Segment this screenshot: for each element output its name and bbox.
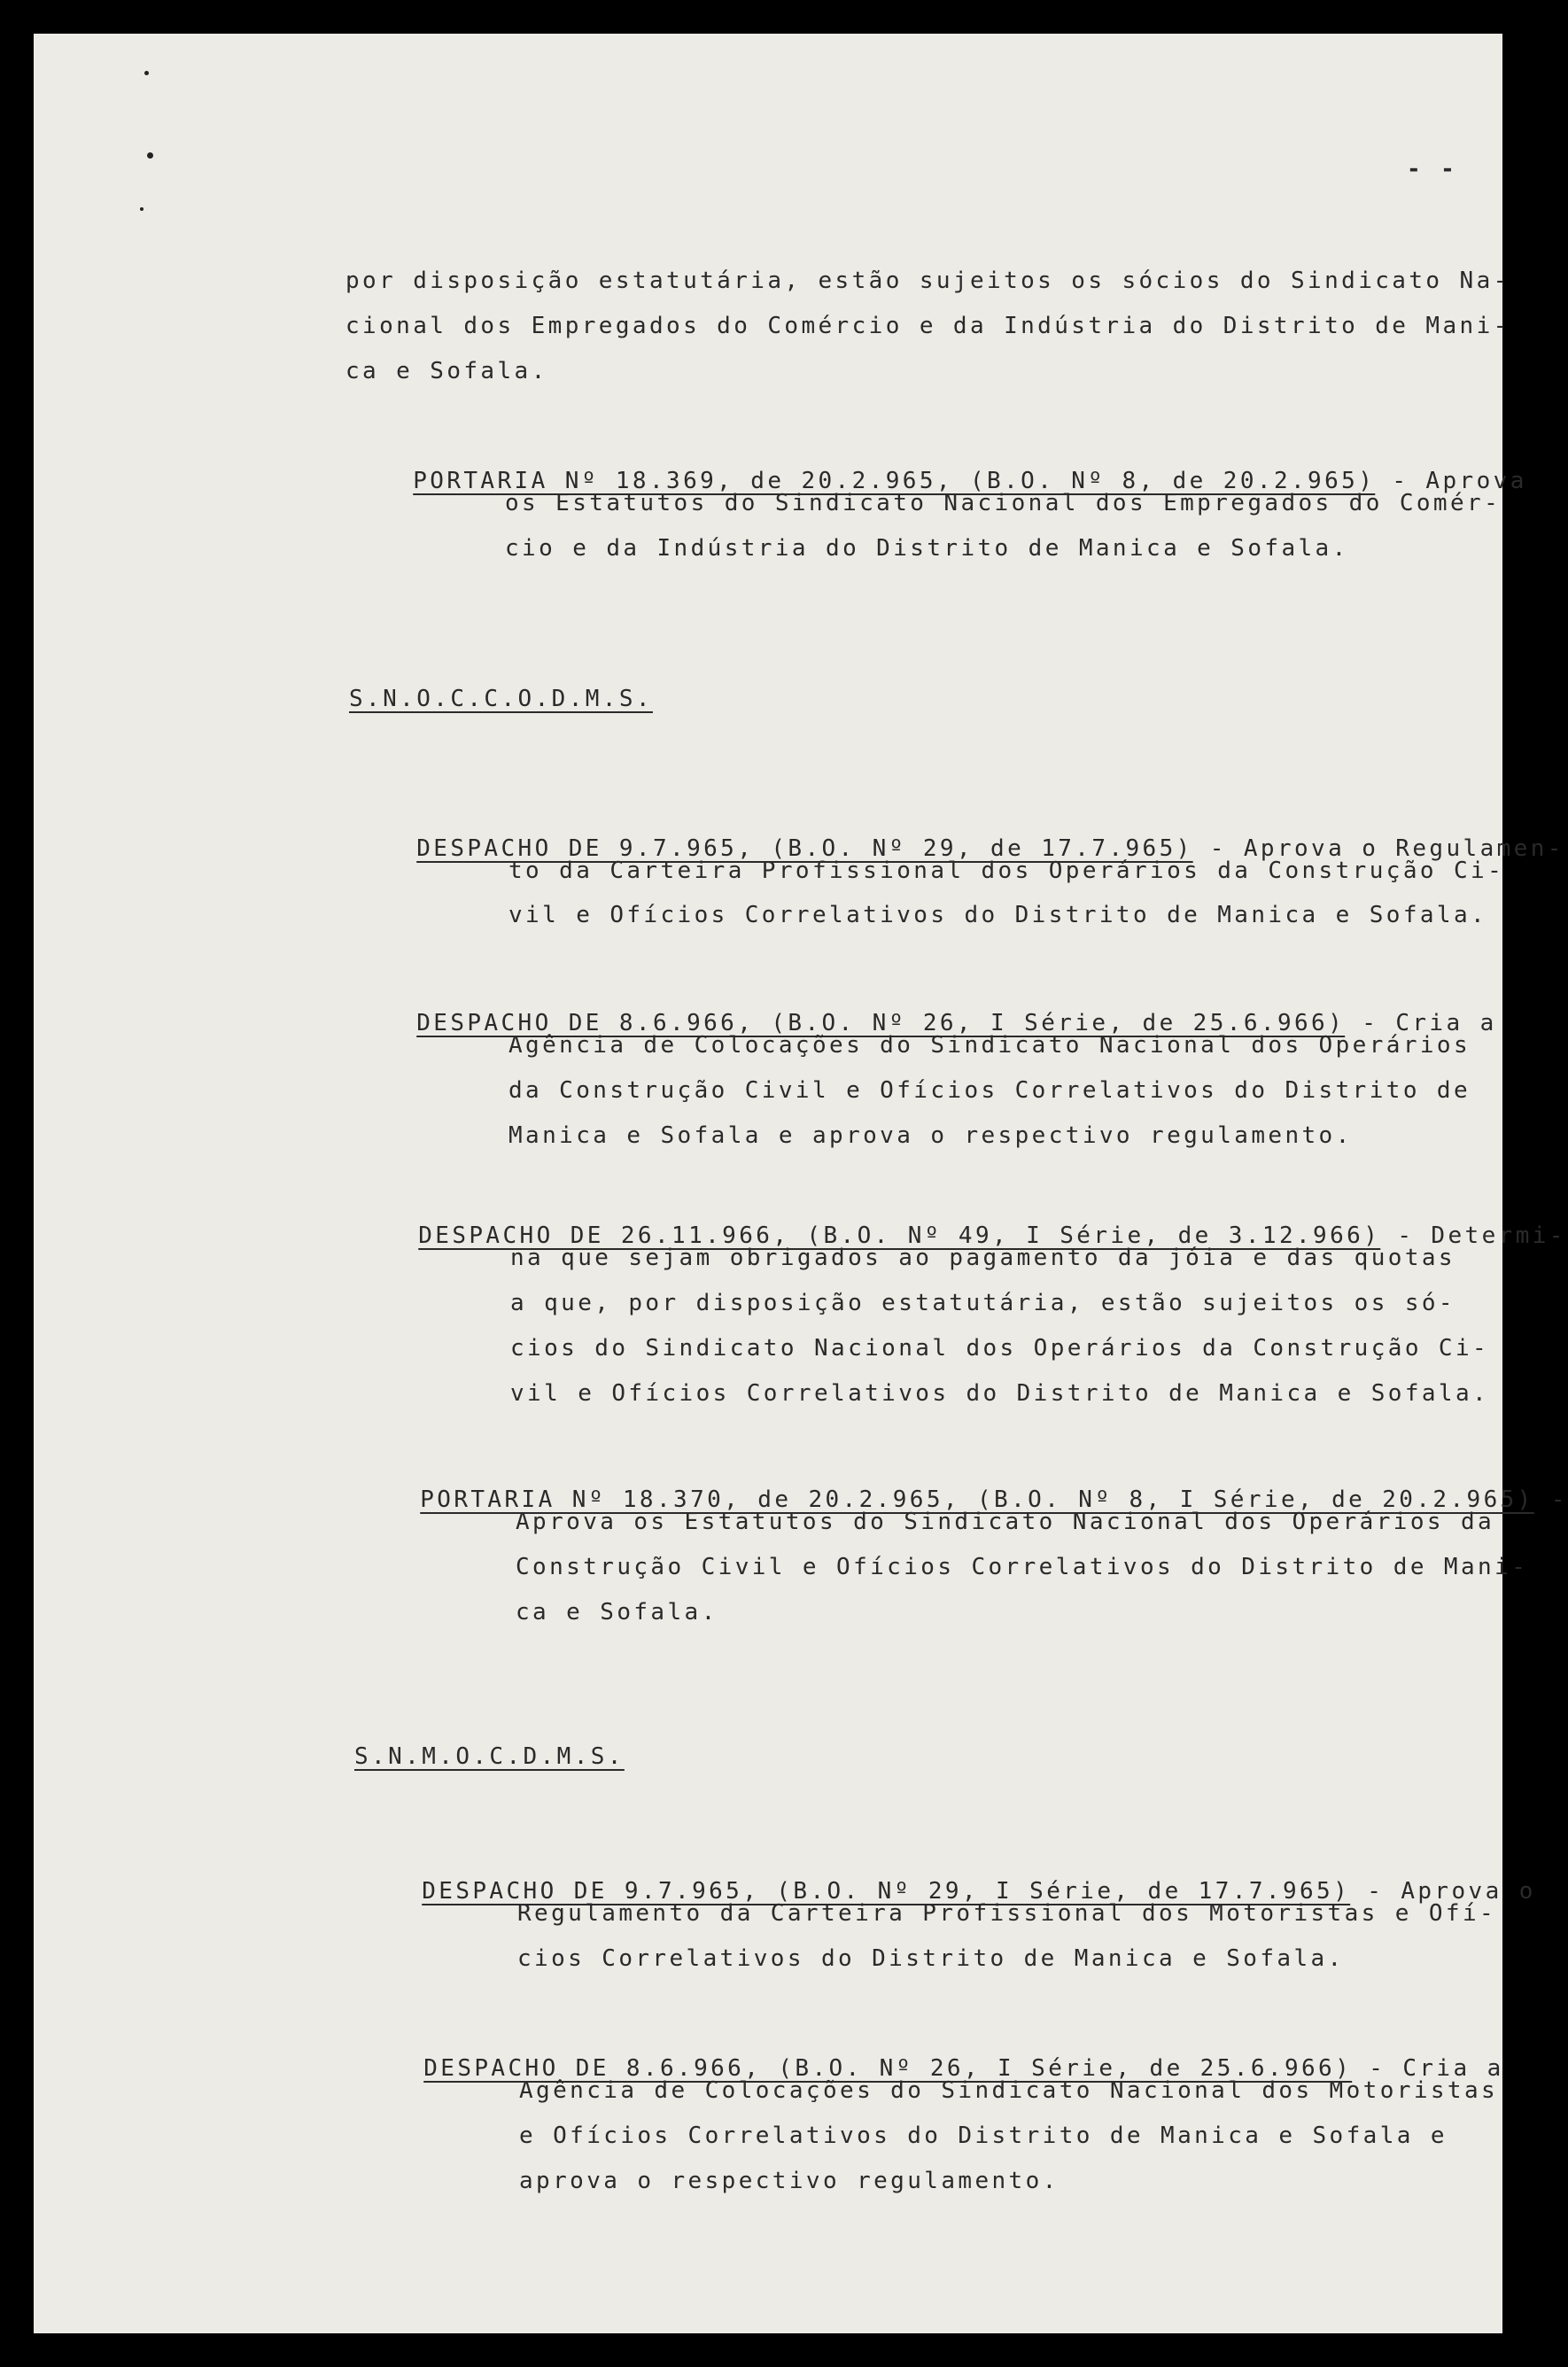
entry-lead: - Cria a <box>1345 1010 1497 1036</box>
entry-line: Regulamento da Carteira Profissional dos Motoristas e Ofí- <box>517 1900 1497 1927</box>
entry-reference: DESPACHO DE 9.7.965, (B.O. Nº 29, de 17.7.965) <box>416 835 1193 862</box>
entry-line: os Estatutos do Sindicato Nacional dos Empregados do Comér- <box>505 490 1502 516</box>
entry-line: cios do Sindicato Nacional dos Operários da Construção Ci- <box>510 1335 1490 1362</box>
page-number-mark: - - <box>1407 156 1458 182</box>
entry-line: Aprova os Estatutos do Sindicato Nacional dos Operários da <box>516 1509 1495 1535</box>
margin-dot <box>144 71 149 75</box>
intro-line: ca e Sofala. <box>345 358 548 384</box>
margin-dot <box>147 152 153 159</box>
document-page <box>34 34 1568 2333</box>
entry-line: Agência de Colocações do Sindicato Nacional dos Operários <box>508 1032 1471 1059</box>
entry-line: cio e da Indústria do Distrito de Manica e Sofala. <box>505 535 1349 562</box>
entry-reference: DESPACHO DE 26.11.966, (B.O. Nº 49, I Série, de 3.12.966) <box>418 1222 1381 1249</box>
entry-reference: DESPACHO DE 8.6.966, (B.O. Nº 26, I Série, de 25.6.966) <box>416 1010 1346 1036</box>
entry-line: Agência de Colocações do Sindicato Nacional dos Motoristas <box>519 2077 1499 2104</box>
entry-lead: - <box>1533 1486 1568 1513</box>
entry-reference: DESPACHO DE 9.7.965, (B.O. Nº 29, I Série, de 17.7.965) <box>422 1878 1351 1905</box>
entry-line: ca e Sofala. <box>516 1599 718 1626</box>
entry-lead: - Aprova o Regulamen- <box>1192 835 1564 862</box>
section-heading: S.N.O.C.C.O.D.M.S. <box>349 686 653 712</box>
intro-line: por disposição estatutária, estão sujeitos os sócios do Sindicato Na- <box>345 268 1510 294</box>
entry-lead: - Determi- <box>1380 1222 1566 1249</box>
entry-line: na que sejam obrigados ao pagamento da jóia e das quotas <box>510 1245 1455 1271</box>
entry-line: vil e Ofícios Correlativos do Distrito de Manica e Sofala. <box>508 902 1488 928</box>
entry-line: a que, por disposição estatutária, estão sujeitos os só- <box>510 1290 1455 1316</box>
entry-lead: - Cria a <box>1352 2055 1504 2082</box>
entry-lead: - Aprova <box>1375 468 1527 494</box>
entry-reference: DESPACHO DE 8.6.966, (B.O. Nº 26, I Série, de 25.6.966) <box>423 2055 1353 2082</box>
entry-line: da Construção Civil e Ofícios Correlativos do Distrito de <box>508 1077 1471 1104</box>
entry-line: Manica e Sofala e aprova o respectivo regulamento. <box>508 1122 1353 1149</box>
entry-lead: - Aprova o <box>1350 1878 1536 1905</box>
entry-line: aprova o respectivo regulamento. <box>519 2168 1060 2194</box>
margin-dot <box>140 207 144 211</box>
entry-reference: PORTARIA Nº 18.369, de 20.2.965, (B.O. Nº 8, de 20.2.965) <box>413 468 1376 494</box>
entry-line: vil e Ofícios Correlativos do Distrito de Manica e Sofala. <box>510 1380 1490 1407</box>
section-heading: S.N.M.O.C.D.M.S. <box>354 1743 625 1770</box>
intro-line: cional dos Empregados do Comércio e da Indústria do Distrito de Mani- <box>345 313 1510 339</box>
entry-line: to da Carteira Profissional dos Operários da Construção Ci- <box>508 858 1505 884</box>
entry-line: Construção Civil e Ofícios Correlativos do Distrito de Mani- <box>516 1554 1529 1580</box>
entry-reference: PORTARIA Nº 18.370, de 20.2.965, (B.O. Nº 8, I Série, de 20.2.965) <box>420 1486 1534 1513</box>
entry-line: e Ofícios Correlativos do Distrito de Manica e Sofala e <box>519 2123 1448 2149</box>
entry-line: cios Correlativos do Distrito de Manica e Sofala. <box>517 1945 1345 1972</box>
